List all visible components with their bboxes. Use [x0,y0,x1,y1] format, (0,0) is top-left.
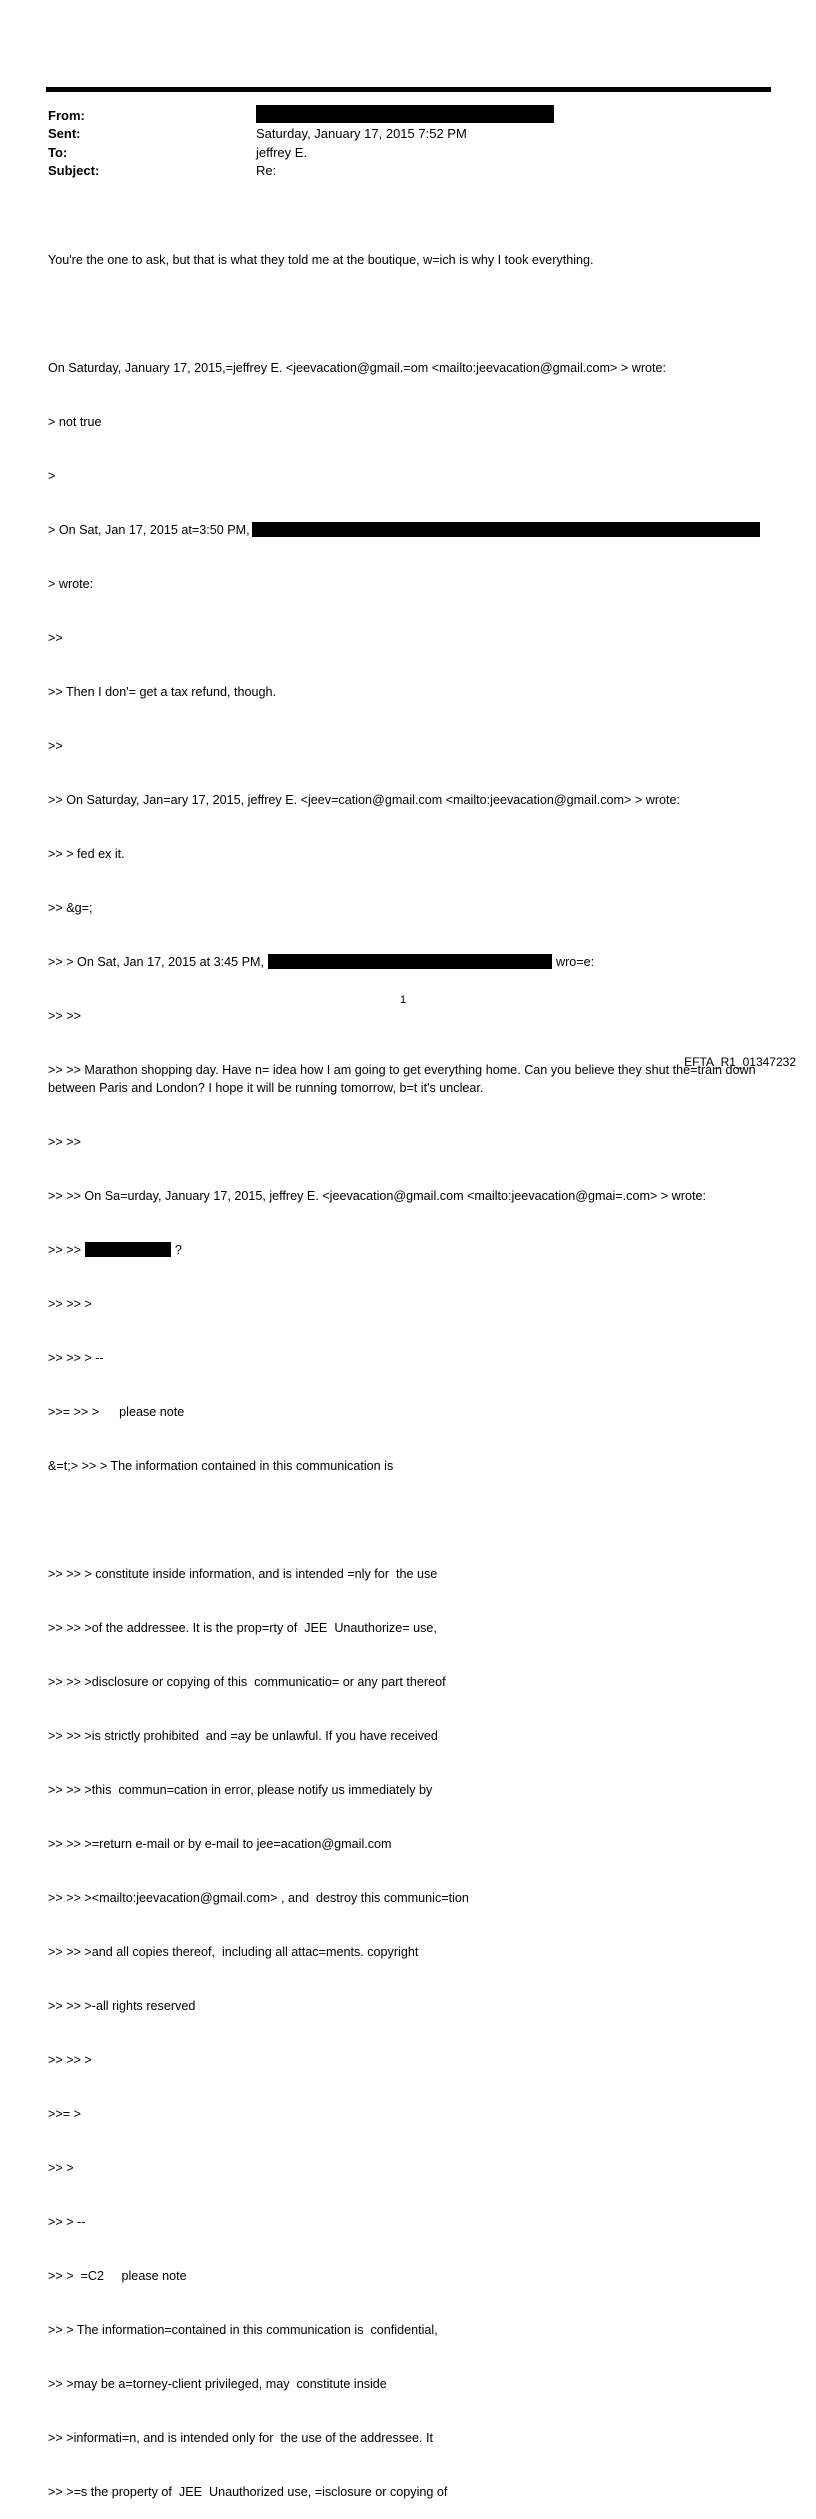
body-line: >> >> [48,1009,81,1023]
body-line: >> >> > [48,1297,92,1311]
body-line: >> >may be a=torney-client privileged, may constitute inside [48,2377,387,2391]
body-line [48,521,778,539]
body-line: >> >> >=return e-mail or by e-mail to jee=acation@gmail.com [48,1837,392,1851]
body-line: >> >> > constitute inside information, and is intended =nly for the use [48,1567,438,1581]
body-line: >> [48,739,63,753]
sent-label: Sent: [48,126,81,141]
body-line: >> >> >-all rights reserved [48,1999,196,2013]
email-body [48,215,778,2519]
document-id: EFTA_R1_01347232 [684,1055,796,1069]
body-line: >> >> >this commun=cation in error, please notify us immediately by [48,1783,433,1797]
body-line: >> > -- [48,2215,86,2229]
body-line [48,305,778,323]
header-rule [46,87,771,92]
body-line: >> Then I don'= get a tax refund, though. [48,685,276,699]
body-line [48,953,778,971]
body-line: >> >> >of the addressee. It is the prop=rty of JEE Unauthorize= use, [48,1621,437,1635]
body-line: > not true [48,415,102,429]
body-line-text: please note [119,1405,185,1419]
to-label: To: [48,145,68,160]
body-line-text: >> > On Sat, Jan 17, 2015 at 3:45 PM, [48,955,264,969]
body-line: >> >> [48,1135,81,1149]
body-line-text: > On Sat, Jan 17, 2015 at=3:50 PM, [48,523,250,537]
sent-value: Saturday, January 17, 2015 7:52 PM [256,126,467,141]
body-line: > wrote: [48,577,94,591]
subject-label: Subject: [48,163,100,178]
body-line: >> >> On Sa=urday, January 17, 2015, jeffrey E. <jeevacation@gmail.com <mailto:jeevacation@gmai=.com> > wrote: [48,1189,706,1203]
body-line-text: >> >> [48,1243,81,1257]
body-line: &=t;> >> > The information contained in this communication is [48,1459,394,1473]
name-redaction [85,1242,171,1257]
body-line: >> [48,631,63,645]
body-line [48,1403,778,1421]
sender-redaction [252,522,760,537]
body-line: >> > The information=contained in this communication is confidential, [48,2323,438,2337]
subject-value: Re: [256,163,277,178]
body-line: >> &g=; [48,901,93,915]
body-line: >> >> > [48,2053,92,2067]
body-line-text: >>= >> > [48,1405,100,1419]
body-line: >> On Saturday, Jan=ary 17, 2015, jeffrey E. <jeev=cation@gmail.com <mailto:jeevacation@gmail.com> > wrote: [48,793,681,807]
body-line: >> >> ><mailto:jeevacation@gmail.com> , and destroy this communic=tion [48,1891,469,1905]
body-line: >> >> Marathon shopping day. Have n= idea how I am going to get everything home. Can you believe they shut the=train down between Paris and London? I hope it will be running tomorrow, b=t it's unclear. [48,1063,756,1095]
body-line: You're the one to ask, but that is what they told me at the boutique, w=ich is why I took everything. [48,253,594,267]
body-line: >> > [48,2161,74,2175]
body-line-text: ? [174,1243,182,1257]
to-value: jeffrey E. [256,145,308,160]
body-line: >> >=s the property of JEE Unauthorized use, =isclosure or copying of [48,2485,448,2499]
body-line: > [48,469,56,483]
body-line: >>= > [48,2107,81,2121]
body-line: >> >> >is strictly prohibited and =ay be unlawful. If you have received [48,1729,438,1743]
body-line [48,1511,778,1529]
from-redaction [256,105,554,123]
body-line: >> > fed ex it. [48,847,125,861]
body-line: >> >> >disclosure or copying of this communicatio= or any part thereof [48,1675,446,1689]
body-line: >> >> >and all copies thereof, including all attac=ments. copyright [48,1945,419,1959]
body-line: >> >informati=n, and is intended only for the use of the addressee. It [48,2431,434,2445]
body-line: >> > =C2 please note [48,2269,187,2283]
body-line-text: wro=e: [556,955,595,969]
body-line [48,1241,778,1259]
sender-redaction [268,954,552,969]
page-number: 1 [400,994,407,1006]
body-line: >> >> > -- [48,1351,104,1365]
body-line: On Saturday, January 17, 2015,=jeffrey E. <jeevacation@gmail.=om <mailto:jeevacation@gmail.com> > wrote: [48,361,667,375]
from-label: From: [48,108,85,123]
